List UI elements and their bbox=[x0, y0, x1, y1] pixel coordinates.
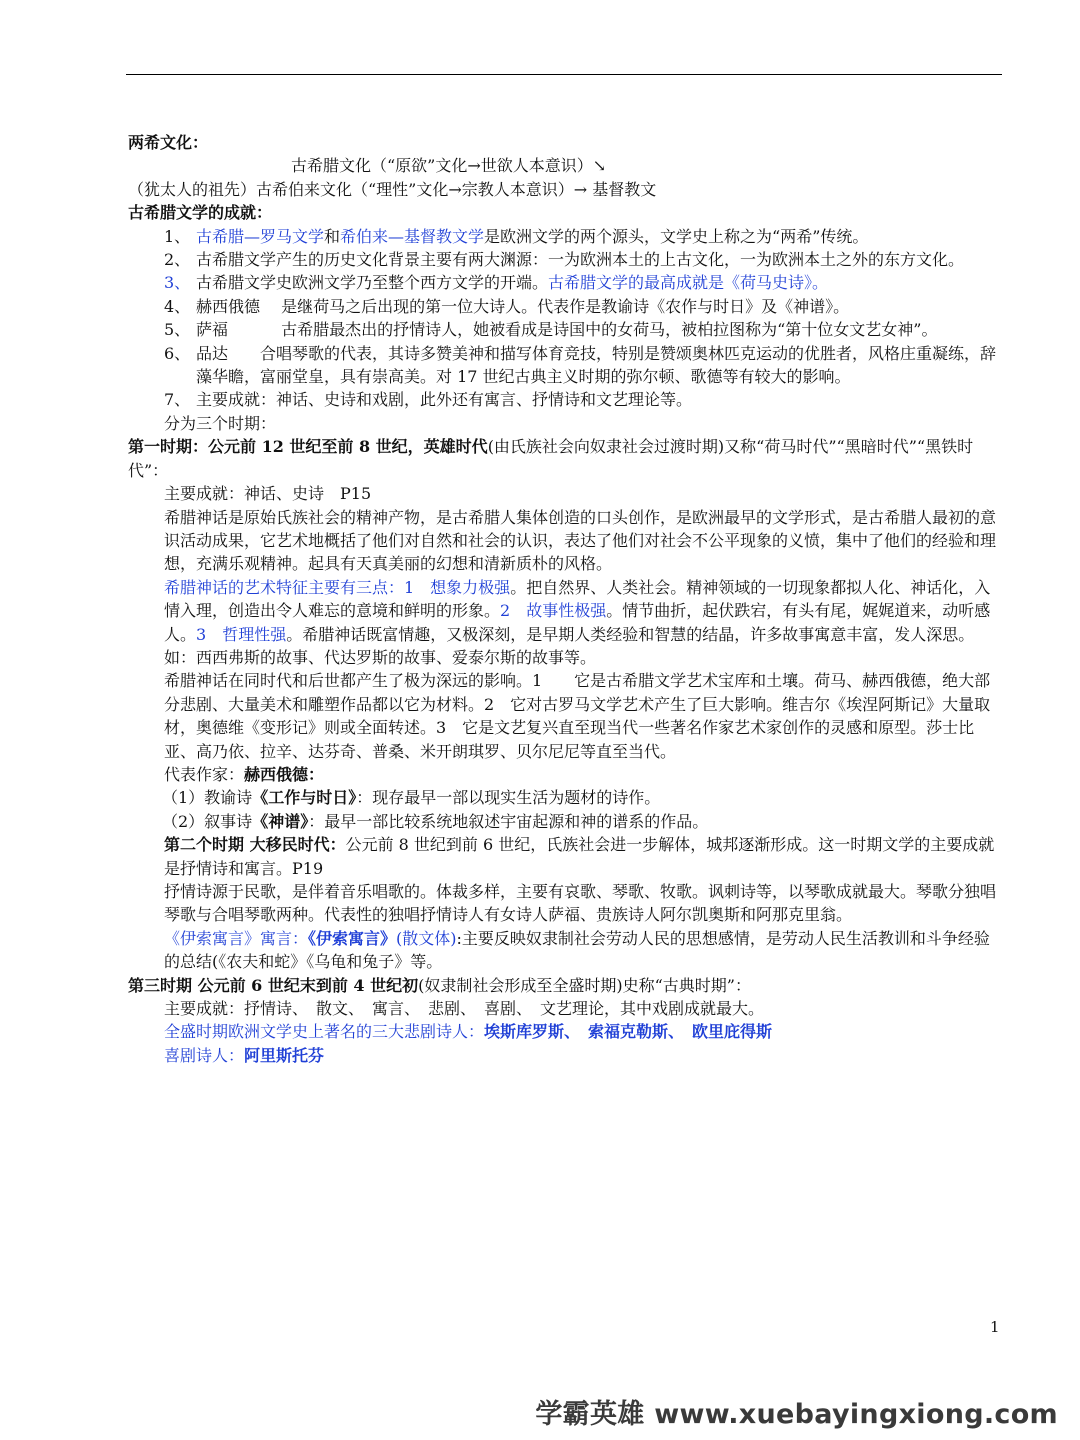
period-3-tragic: 全盛时期欧洲文学史上著名的三大悲剧诗人：埃斯库罗斯、 索福克勒斯、 欧里庇得斯 bbox=[164, 1022, 773, 1042]
period-3-main: 主要成就：抒情诗、 散文、 寓言、 悲剧、 喜剧、 文艺理论，其中戏剧成就最大。 bbox=[164, 999, 765, 1019]
culture-line-greek: 古希腊文化（“原欲”文化→世欲人本意识）↘ bbox=[291, 156, 607, 176]
list-item-6: 6、 品达 合唱琴歌的代表，其诗多赞美神和描写体育竞技，特别是赞颂奥林匹克运动的优胜者，风格庄重凝练，辞藻华瞻，富丽堂皇，具有崇高美。对 17 世纪古典主义时期的弥尔顿、歌德等有较大的影响。 bbox=[164, 343, 997, 387]
document-body bbox=[128, 131, 1004, 1067]
link-hebrew-christian: 希伯来—基督教文学 bbox=[340, 226, 485, 246]
culture-line-hebrew: （犹太人的祖先）古希伯来文化（“理性”文化→宗教人本意识）→ 基督教文 bbox=[128, 179, 657, 199]
period-1-work-2: （2）叙事诗《神谱》：最早一部比较系统地叙述宇宙起源和神的谱系的作品。 bbox=[162, 811, 709, 831]
list-item-1: 1、 古希腊—罗马文学和希伯来—基督教文学是欧洲文学的两个源头，文学史上称之为“两希”传统。 bbox=[164, 226, 869, 246]
period-1-main: 主要成就：神话、史诗 P15 bbox=[164, 484, 372, 504]
period-1-para-3: 希腊神话在同时代和后世都产生了极为深远的影响。1 它是古希腊文学艺术宝库和土壤。荷马、赫西俄德，绝大部分悲剧、大量美术和雕塑作品都以它为材料。2 它对古罗马文学艺术产生了巨大影响。维吉尔《埃涅阿斯记》大量取材，奥德维《变形记》则或全面转述。3 它是文艺复兴直至现当代一些著名作家艺术家创作的灵感和原型。莎士比亚、高乃依、拉辛、达芬奇、普桑、米开朗琪罗、贝尔尼尼等直至当代。 bbox=[164, 671, 991, 761]
list-item-5: 5、 萨福 古希腊最杰出的抒情诗人，她被看成是诗国中的女荷马，被柏拉图称为“第十位女文艺女神”。 bbox=[164, 320, 938, 340]
link-greek-roman: 古希腊—罗马文学 bbox=[196, 226, 325, 246]
header-rule bbox=[126, 74, 1002, 75]
period-2-heading: 第二个时期 大移民时代：公元前 8 世纪到前 6 世纪，氏族社会进一步解体，城邦逐渐形成。这一时期文学的主要成就是抒情诗和寓言。P19 bbox=[164, 835, 995, 878]
heading-liangxi: 两希文化： bbox=[128, 133, 209, 152]
list-item-7: 7、 主要成就：神话、史诗和戏剧，此外还有寓言、抒情诗和文艺理论等。 bbox=[164, 390, 693, 410]
period-1-para-1: 希腊神话是原始氏族社会的精神产物，是古希腊人集体创造的口头创作，是欧洲最早的文学形式，是古希腊人最初的意识活动成果，它艺术地概括了他们对自然和社会的认识，表达了他们对社会不公平现象的义愤，集中了他们的经验和理想，充满乐观精神。起具有天真美丽的幻想和清新质朴的风格。 bbox=[164, 507, 997, 574]
list-item-2: 2、 古希腊文学产生的历史文化背景主要有两大渊源：一为欧洲本土的上古文化，一为欧洲本土之外的东方文化。 bbox=[164, 250, 965, 270]
period-1-work-1: （1）教谕诗《工作与时日》：现存最早一部以现实生活为题材的诗作。 bbox=[162, 788, 661, 808]
period-2-fable: 《伊索寓言》寓言：《伊索寓言》(散文体):主要反映奴隶制社会劳动人民的思想感情，是劳动人民生活教训和斗争经验的总结(《农夫和蛇》《乌龟和兔子》等。 bbox=[164, 928, 990, 972]
watermark: 学霸英雄 www.xuebayingxiong.com bbox=[535, 1399, 1058, 1430]
list-item-3: 3、 古希腊文学史欧洲文学乃至整个西方文学的开端。古希腊文学的最高成就是《荷马史诗》。 bbox=[164, 273, 829, 293]
period-1-para-2: 希腊神话的艺术特征主要有三点：1 想象力极强。把自然界、人类社会。精神领域的一切现象都拟人化、神话化，入情入理，创造出令人难忘的意境和鲜明的形象。2 故事性极强。情节曲折，起伏跌宕，有头有尾，娓娓道来，动听感人。3 哲理性强。希腊神话既富情趣，又极深刻，是早期人类经验和智慧的结晶，许多故事寓意丰富，发人深思。如：西西弗斯的故事、代达罗斯的故事、爱泰尔斯的故事等。 bbox=[164, 577, 991, 667]
period-3-comic: 喜剧诗人：阿里斯托芬 bbox=[164, 1045, 325, 1065]
period-1-heading: 第一时期：公元前 12 世纪至前 8 世纪，英雄时代(由氏族社会向奴隶社会过渡时期)又称“荷马时代”“黑暗时代”“黑铁时代”： bbox=[128, 437, 974, 480]
period-1-rep-author: 代表作家：赫西俄德： bbox=[164, 764, 325, 784]
page-number: 1 bbox=[990, 1318, 1000, 1336]
list-item-4: 4、 赫西俄德 是继荷马之后出现的第一位大诗人。代表作是教谕诗《农作与时日》及《神谱》。 bbox=[164, 296, 850, 316]
heading-achievements: 古希腊文学的成就： bbox=[128, 203, 273, 223]
three-periods: 分为三个时期： bbox=[164, 413, 277, 433]
period-3-heading: 第三时期 公元前 6 世纪末到前 4 世纪初(奴隶制社会形成至全盛时期)史称“古典时期”： bbox=[128, 975, 751, 995]
period-2-para-1: 抒情诗源于民歌，是伴着音乐唱歌的。体裁多样，主要有哀歌、琴歌、牧歌。讽刺诗等，以琴歌成就最大。琴歌分独唱琴歌与合唱琴歌两种。代表性的独唱抒情诗人有女诗人萨福、贵族诗人阿尔凯奥斯和阿那克里翁。 bbox=[164, 882, 997, 925]
